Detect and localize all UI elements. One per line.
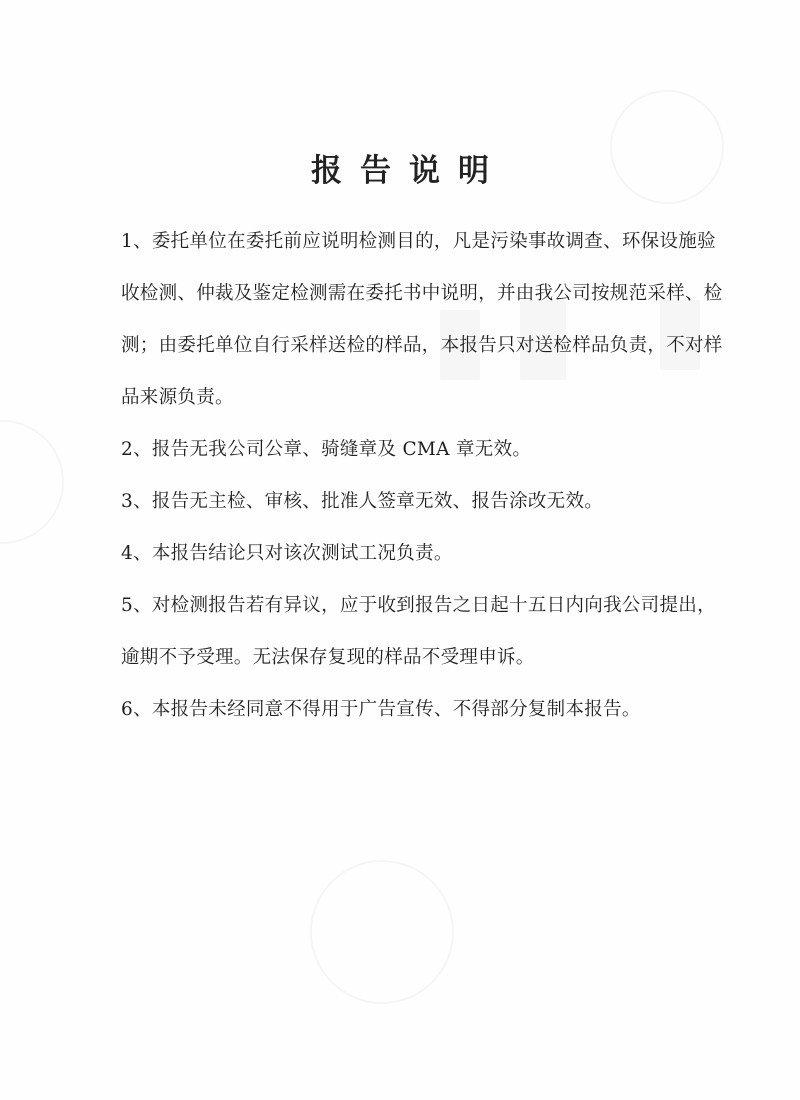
paragraph-line: 1、委托单位在委托前应说明检测目的，凡是污染事故调查、环保设施验: [121, 231, 716, 252]
paragraph-6: [121, 684, 711, 736]
paragraph-line: 4、本报告结论只对该次测试工况负责。: [121, 543, 453, 564]
paragraph-line: 3、报告无主检、审核、批准人签章无效、报告涂改无效。: [121, 491, 604, 512]
paragraph-line: 5、对检测报告若有异议，应于收到报告之日起十五日内向我公司提出，: [121, 595, 716, 616]
paragraph-3: [121, 476, 711, 528]
paragraph-line: 逾期不予受理。无法保存复现的样品不受理申诉。: [121, 647, 535, 668]
paragraph-2: [121, 424, 711, 476]
paragraph-4: [121, 528, 711, 580]
paragraph-line: 测；由委托单位自行采样送检的样品，本报告只对送检样品负责，不对样: [121, 335, 723, 356]
page-title: 报告说明: [311, 152, 507, 189]
paragraph-5: [121, 580, 716, 684]
paragraph-line: 品来源负责。: [121, 387, 234, 408]
paragraph-line: 6、本报告未经同意不得用于广告宣传、不得部分复制本报告。: [121, 699, 641, 720]
paragraph-line: 收检测、仲裁及鉴定检测需在委托书中说明，并由我公司按规范采样、检: [121, 283, 723, 304]
faint-stamp-bottom: [310, 860, 454, 1004]
faint-stamp-left: [0, 420, 64, 544]
paragraph-line: 2、报告无我公司公章、骑缝章及 CMA 章无效。: [121, 439, 532, 460]
paragraph-1: [121, 216, 723, 424]
